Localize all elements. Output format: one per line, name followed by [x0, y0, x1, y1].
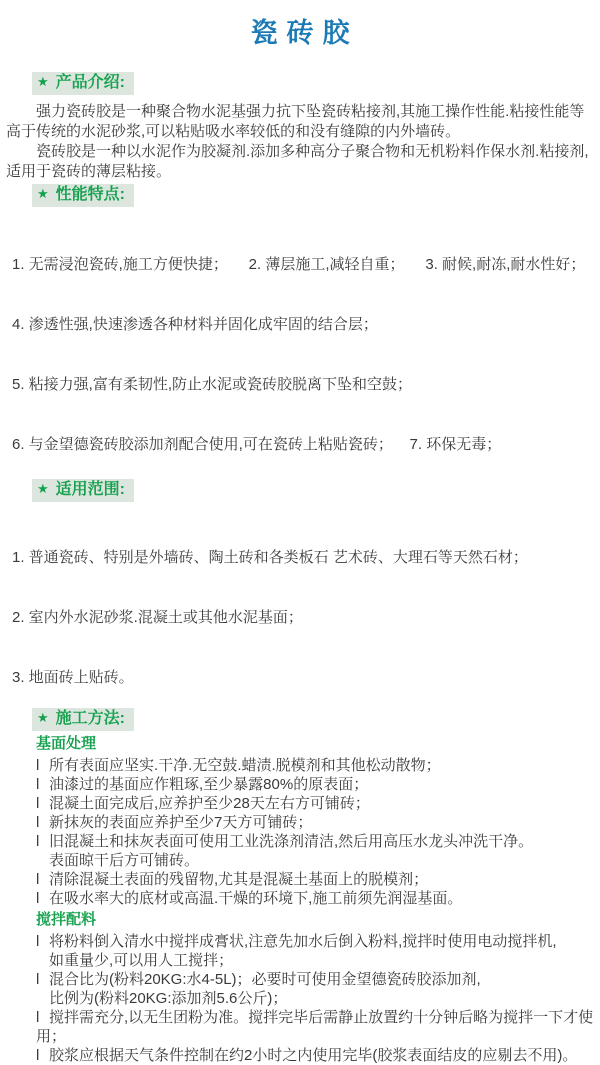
section-scope-heading-row	[32, 479, 600, 502]
bullet-item	[36, 1046, 600, 1065]
bullet-text: 如重量少,可以用人工搅拌；	[49, 952, 234, 969]
bullet-icon: l	[36, 971, 40, 988]
bullet-text: 新抹灰的表面应养护至少7天方可铺砖；	[49, 814, 313, 831]
bullet-text: 搅拌需充分,以无生团粉为准。搅拌完毕后需静止放置约十分钟后略为搅拌一下才使用；	[36, 1009, 594, 1045]
bullet-text: 旧混凝土和抹灰表面可使用工业洗涤剂清洁,然后用高压水龙头冲洗干净。	[49, 833, 534, 850]
bullet-item	[36, 889, 600, 908]
bullet-item	[36, 970, 600, 989]
section-heading-scope	[32, 479, 134, 502]
features-item: 4. 渗透性强,快速渗透各种材料并固化成牢固的结合层；	[12, 316, 378, 333]
scope-item: 2. 室内外水泥砂浆.混凝土或其他水泥基面；	[12, 609, 303, 626]
bullet-item	[36, 775, 600, 794]
section-heading-intro	[32, 72, 134, 95]
intro-line: 强力瓷砖胶是一种聚合物水泥基强力抗下坠瓷砖粘接剂,其施工操作性能.粘接性能等	[36, 103, 585, 120]
page-title: 瓷砖胶	[250, 18, 359, 48]
bullet-text: 油漆过的基面应作粗琢,至少暴露80%的原表面；	[49, 776, 369, 793]
bullet-icon: l	[36, 776, 40, 793]
star-icon: ★	[37, 710, 49, 725]
features-list	[12, 215, 596, 475]
bullet-text: 清除混凝土表面的残留物,尤其是混凝土基面上的脱模剂；	[49, 871, 429, 888]
section-heading-features	[32, 184, 134, 207]
section-heading-method	[32, 708, 134, 731]
bullet-item	[36, 1008, 600, 1046]
bullet-item-continuation	[36, 851, 600, 870]
section-features-heading-row	[32, 184, 600, 207]
section-heading-features-label: 性能特点:	[55, 186, 125, 203]
bullet-text: 比例为(粉料20KG:添加剂5.6公斤)；	[49, 990, 288, 1007]
bullet-icon: l	[36, 1047, 40, 1064]
section-heading-scope-label: 适用范围:	[55, 481, 125, 498]
star-icon: ★	[37, 481, 49, 496]
star-icon: ★	[37, 74, 49, 89]
bullet-item	[36, 813, 600, 832]
bullet-item	[36, 932, 600, 951]
scope-item: 1. 普通瓷砖、特别是外墙砖、陶土砖和各类板石 艺术砖、大理石等天然石材；	[12, 549, 528, 566]
bullet-item	[36, 832, 600, 851]
features-item: 6. 与金望德瓷砖胶添加剂配合使用,可在瓷砖上粘贴瓷砖； 7. 环保无毒；	[12, 436, 502, 453]
scope-item: 3. 地面砖上贴砖。	[12, 669, 134, 686]
subheading-base-treatment: 基面处理	[36, 735, 97, 752]
bullet-icon: l	[36, 814, 40, 831]
intro-line: 高于传统的水泥砂浆,可以粘贴吸水率较低的和没有缝隙的内外墙砖。	[6, 123, 461, 140]
bullet-text: 表面晾干后方可铺砖。	[49, 852, 200, 869]
bullet-text: 将粉料倒入清水中搅拌成膏状,注意先加水后倒入粉料,搅拌时使用电动搅拌机,	[49, 933, 557, 950]
intro-paragraphs	[6, 102, 595, 182]
subheading-mixing: 搅拌配料	[36, 911, 97, 928]
bullet-icon: l	[36, 890, 40, 907]
bullet-text: 混合比为(粉料20KG:水4-5L)；必要时可使用金望德瓷砖胶添加剂,	[49, 971, 481, 988]
intro-line: 瓷砖胶是一种以水泥作为胶凝剂.添加多种高分子聚合物和无机粉料作保水剂.粘接剂,	[36, 143, 589, 160]
bullet-text: 所有表面应坚实.干净.无空鼓.蜡渍.脱模剂和其他松动散物；	[49, 757, 441, 774]
section-method-heading-row	[32, 708, 600, 731]
bullet-icon: l	[36, 833, 40, 850]
bullet-icon: l	[36, 933, 40, 950]
mixing-list	[36, 932, 600, 1065]
star-icon: ★	[37, 186, 49, 201]
bullet-item-continuation	[36, 989, 600, 1008]
section-heading-method-label: 施工方法:	[55, 710, 125, 727]
bullet-item	[36, 870, 600, 889]
scope-list	[12, 508, 596, 708]
bullet-icon: l	[36, 1009, 40, 1026]
features-item: 1. 无需浸泡瓷砖,施工方便快捷； 2. 薄层施工,减轻自重； 3. 耐候,耐冻,耐水性好；	[12, 256, 586, 273]
base-treatment-list	[36, 756, 600, 908]
intro-line: 适用于瓷砖的薄层粘接。	[6, 163, 172, 180]
bullet-text: 在吸水率大的底材或高温.干燥的环境下,施工前须先润湿基面。	[49, 890, 463, 907]
bullet-text: 胶浆应根据天气条件控制在约2小时之内使用完毕(胶浆表面结皮的应剔去不用)。	[49, 1047, 578, 1064]
bullet-text: 混凝土面完成后,应养护至少28天左右方可铺砖；	[49, 795, 370, 812]
bullet-item-continuation	[36, 951, 600, 970]
bullet-icon: l	[36, 757, 40, 774]
bullet-item	[36, 756, 600, 775]
bullet-item	[36, 794, 600, 813]
section-heading-intro-label: 产品介绍:	[55, 74, 125, 91]
bullet-icon: l	[36, 795, 40, 812]
features-item: 5. 粘接力强,富有柔韧性,防止水泥或瓷砖胶脱离下坠和空鼓；	[12, 376, 413, 393]
section-intro-heading-row	[32, 72, 600, 95]
bullet-icon: l	[36, 871, 40, 888]
